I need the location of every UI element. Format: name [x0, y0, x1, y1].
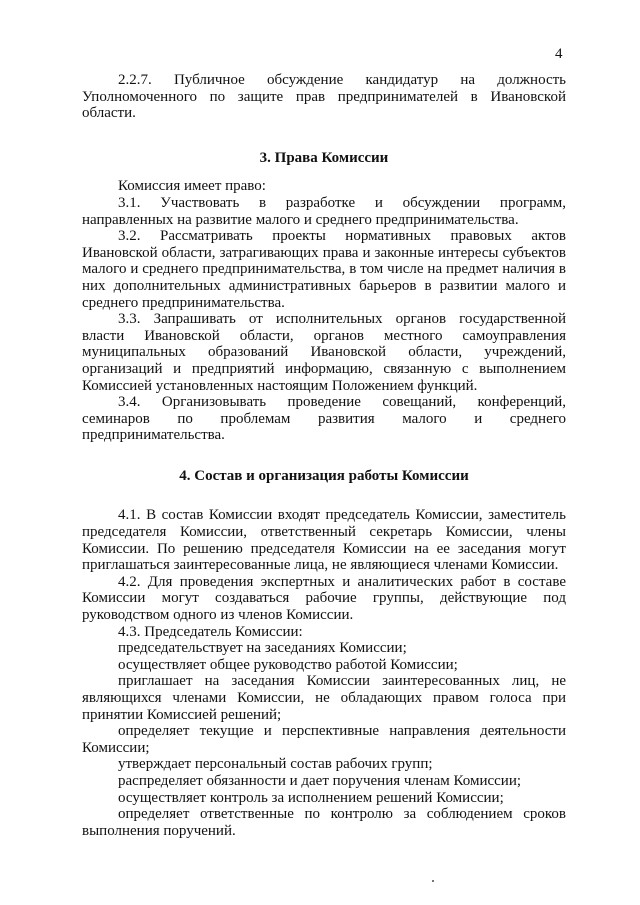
chair-duty: приглашает на заседания Комиссии заинтересованных лиц, не являющихся членами Комиссии, не обладающих правом голоса при принятии Комиссией решений; [82, 673, 566, 723]
scan-speck [432, 880, 434, 882]
chair-duty: осуществляет контроль за исполнением решений Комиссии; [118, 789, 504, 806]
page-number: 4 [555, 46, 563, 62]
section-3-intro: Комиссия имеет право: [118, 178, 266, 195]
item-4-3: 4.3. Председатель Комиссии: [118, 623, 303, 640]
item-3-2-rest: Ивановской области, затрагивающих права и законные интересы субъектов малого и среднего предпринимательства, в том числе на предмет наличия в них дополнительных административных барьеров в развитии малого и среднего предпринимательства. [82, 244, 566, 311]
item-4-1: 4.1. В состав Комиссии входят председатель Комиссии, заместитель председателя Комиссии, ответственный секретарь Комиссии, члены Комиссии. По решению председателя Комиссии на ее заседания могут приглашаться заинтересованные лица, не являющиеся членами Комиссии. [82, 507, 566, 574]
item-3-2-lead: 3.2. Рассматривать проекты нормативных правовых актов [118, 228, 566, 245]
item-4-2: 4.2. Для проведения экспертных и аналитических работ в составе Комиссии могут создаваться рабочие группы, действующие под руководством одного из членов Комиссии. [82, 573, 566, 624]
item-3-3-rest: власти Ивановской области, органов местного самоуправления муниципальных образований Ивановской области, учреждений, организаций и предприятий информацию, связанную с выполнением Комиссией установленных настоящим Положением функций. [82, 327, 566, 394]
item-3-4-line2: семинаров по проблемам развития малого и среднего [82, 410, 566, 427]
item-3-1-lead: 3.1. Участвовать в разработке и обсуждении программ, [118, 194, 566, 211]
chair-duty: утверждает персональный состав рабочих групп; [118, 756, 433, 773]
item-2-2-7-line1: 2.2.7. Публичное обсуждение кандидатур на должность [118, 72, 566, 88]
chair-duty: председательствует на заседаниях Комиссии; [118, 640, 407, 657]
chair-duty: определяет текущие и перспективные направления деятельности Комиссии; [82, 723, 566, 756]
item-3-4-rest: предпринимательства. [82, 427, 225, 444]
item-2-2-7-rest: Уполномоченного по защите прав предпринимателей в Ивановской области. [82, 88, 566, 122]
chair-duty: осуществляет общее руководство работой Комиссии; [118, 656, 458, 673]
chair-duty: распределяет обязанности и дает поручения членам Комиссии; [118, 772, 522, 789]
section-3-heading: 3. Права Комиссии [259, 149, 389, 166]
document-body [82, 72, 566, 839]
section-4-heading: 4. Состав и организация работы Комиссии [179, 467, 469, 484]
item-3-3-lead: 3.3. Запрашивать от исполнительных органов государственной [118, 311, 566, 328]
item-3-4-lead: 3.4. Организовывать проведение совещаний, конференций, [118, 394, 566, 411]
chair-duty: определяет ответственные по контролю за соблюдением сроков выполнения поручений. [82, 806, 566, 839]
item-3-1-rest: направленных на развитие малого и среднего предпринимательства. [82, 211, 519, 228]
